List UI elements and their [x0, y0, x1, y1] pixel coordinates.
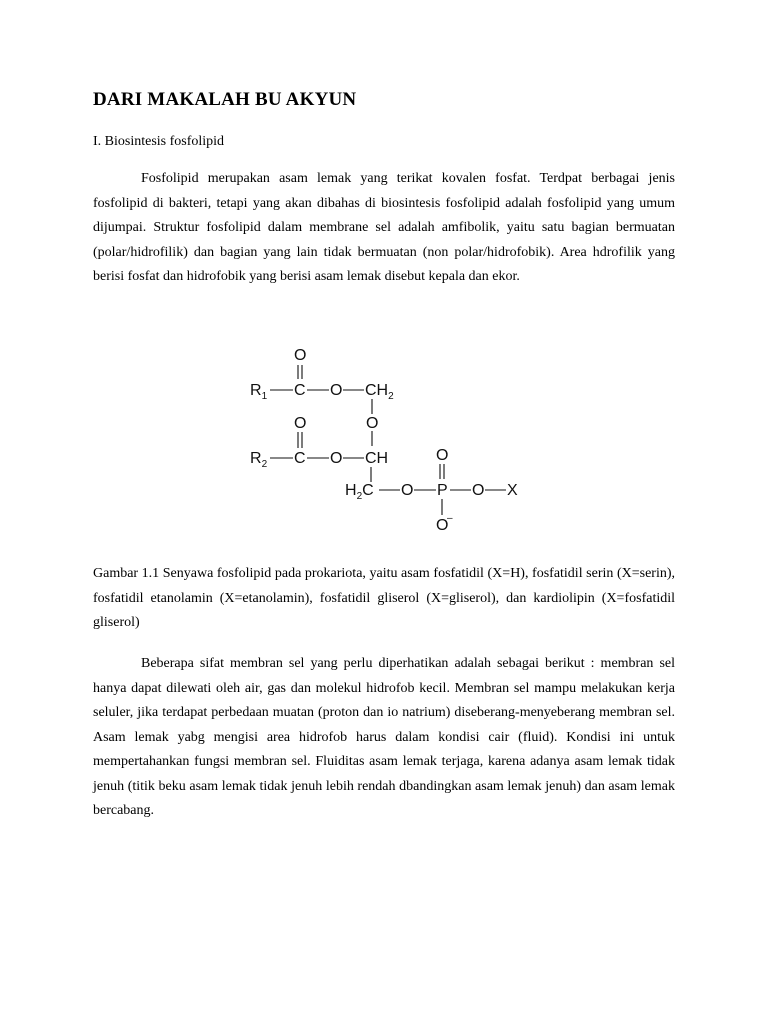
paragraph-membrane-properties: Beberapa sifat membran sel yang perlu diperhatikan adalah sebagai berikut : membran sel hanya dapat dilewati oleh air, gas dan molekul hidrofob kecil. Membran sel mampu melakukan kerja seluler, jika terdapat perbedaan muatan (proton dan io natrium) diseberang-menyeberang membran sel. Asam lemak yabg mengisi area hidrofob harus dalam kondisi cair (fluid). Kondisi ini untuk mempertahankan fungsi membran sel. Fluiditas asam lemak terjaga, karena adanya asam lemak tidak jenuh (titik beku asam lemak tidak jenuh lebih rendah dbandingkan asam lemak jenuh) dan asam lemak bercabang. [93, 656, 675, 818]
atom-o-phosphate-2: O [472, 482, 485, 499]
atom-c-2: C [294, 450, 306, 467]
atom-ch2: $CH_2$ [365, 382, 394, 402]
atom-x: X [507, 482, 518, 499]
atom-p: P [437, 482, 448, 499]
atom-ch: CH [365, 450, 389, 467]
section-heading: I. Biosintesis fosfolipid [93, 134, 225, 149]
charge-minus: – [447, 513, 453, 524]
phospholipid-structure-diagram [240, 340, 540, 535]
atom-o-minus: O [436, 517, 449, 534]
atom-o-carbonyl-1: O [294, 347, 307, 364]
atom-o-phosphate-1: O [401, 482, 414, 499]
atom-o-carbonyl-2: O [294, 415, 307, 432]
atom-o-ester-2: O [330, 450, 343, 467]
atom-c-1: C [294, 382, 306, 399]
atom-h2c: $H_2C$ [345, 482, 374, 502]
document-title: DARI MAKALAH BU AKYUN [93, 89, 357, 110]
atom-o-mid: O [366, 415, 379, 432]
figure-caption: Gambar 1.1 Senyawa fosfolipid pada prokariota, yaitu asam fosfatidil (X=H), fosfatidil serin (X=serin), fosfatidil etanolamin (X=etanolamin), fosfatidil gliserol (X=gliserol), dan kardiolipin (X=fosfatidil gliserol) [93, 566, 675, 630]
atom-o-phosphoryl: O [436, 447, 449, 464]
atom-o-ester-1: O [330, 382, 343, 399]
atom-r2: $R_2$ [250, 450, 268, 470]
atom-r1: $R_1$ [250, 382, 268, 402]
paragraph-intro: Fosfolipid merupakan asam lemak yang terikat kovalen fosfat. Terdpat berbagai jenis fosfolipid di bakteri, tetapi yang akan dibahas di biosintesis fosfolipid adalah fosfolipid yang umum dijumpai. Struktur fosfolipid dalam membrane sel adalah amfibolik, yaitu satu bagian bermuatan (polar/hidrofilik) dan bagian yang lain tidak bermuatan (non polar/hidrofobik). Area hdrofilik yang berisi fosfat dan hidrofobik yang berisi asam lemak disebut kepala dan ekor. [93, 171, 675, 284]
